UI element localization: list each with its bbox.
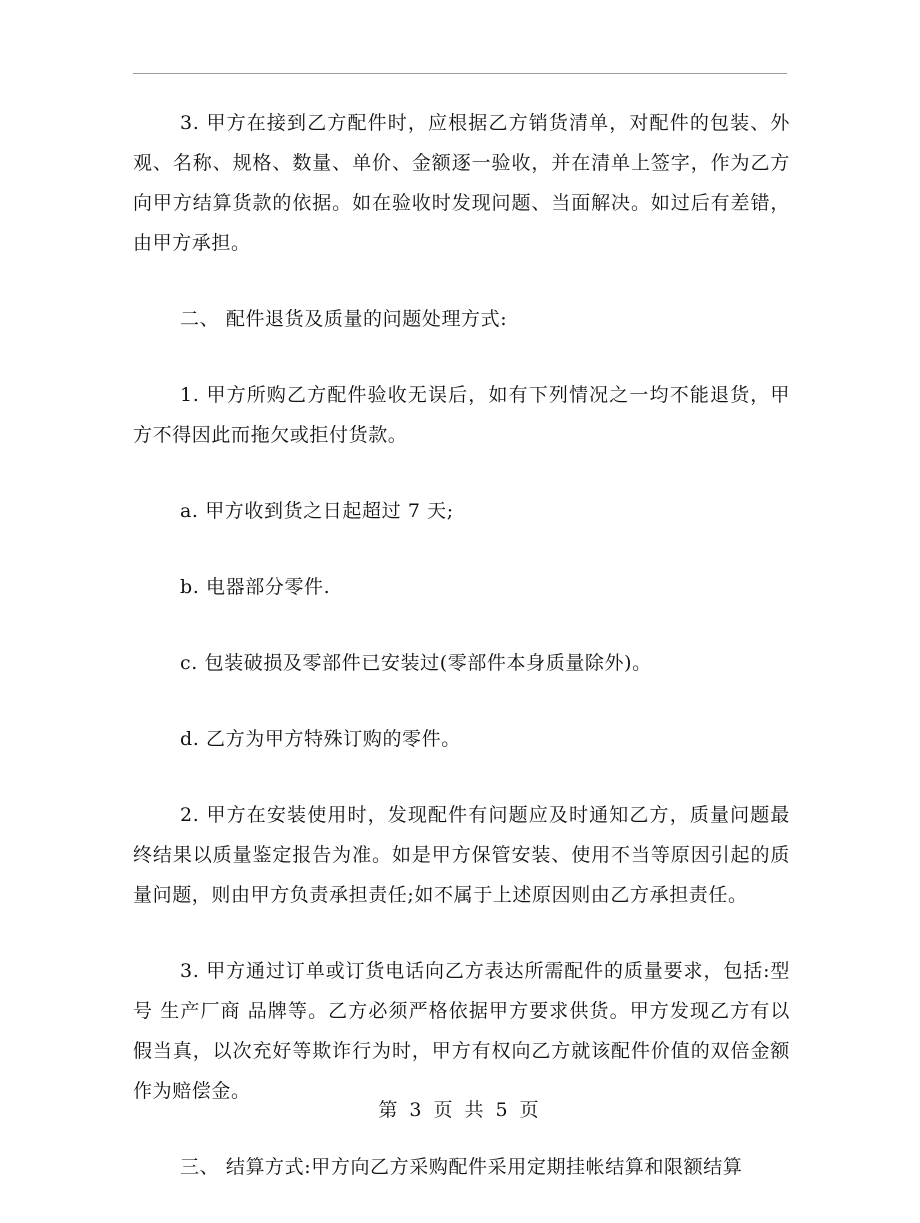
condition-c: c. 包装破损及零部件已安装过(零部件本身质量除外)。: [180, 652, 652, 674]
clause-1-no-return: 1. 甲方所购乙方配件验收无误后，如有下列情况之一均不能退货，甲方不得因此而拖欠或拒付货款。: [133, 384, 790, 446]
page-number: 第 3 页 共 5 页: [378, 1099, 542, 1121]
clause-3-acceptance: 3. 甲方在接到乙方配件时，应根据乙方销货清单，对配件的包装、外观、名称、规格、数量、单价、金额逐一验收，并在清单上签字，作为乙方向甲方结算货款的依据。如在验收时发现问题、当面解决。如过后有差错，由甲方承担。: [133, 112, 790, 254]
condition-a: a. 甲方收到货之日起超过 7 天;: [180, 500, 454, 522]
document-body: [133, 103, 790, 1223]
clause-3-quality-requirements: 3. 甲方通过订单或订货电话向乙方表达所需配件的质量要求，包括:型号 生产厂商 品牌等。乙方必须严格依据甲方要求供货。甲方发现乙方有以假当真，以次充好等欺诈行为时，甲方有权向乙方就该配件价值的双倍金额作为赔偿金。: [133, 960, 790, 1102]
header-rule: [133, 73, 787, 74]
section-3-settlement: 三、 结算方式:甲方向乙方采购配件采用定期挂帐结算和限额结算: [180, 1156, 743, 1178]
clause-2-quality-issues: 2. 甲方在安装使用时，发现配件有问题应及时通知乙方，质量问题最终结果以质量鉴定报告为准。如是甲方保管安装、使用不当等原因引起的质量问题，则由甲方负责承担责任;如不属于上述原因则由乙方承担责任。: [133, 804, 790, 906]
section-2-heading: 二、 配件退货及质量的问题处理方式:: [180, 308, 508, 330]
condition-d: d. 乙方为甲方特殊订购的零件。: [180, 728, 461, 750]
condition-b: b. 电器部分零件.: [180, 576, 331, 598]
